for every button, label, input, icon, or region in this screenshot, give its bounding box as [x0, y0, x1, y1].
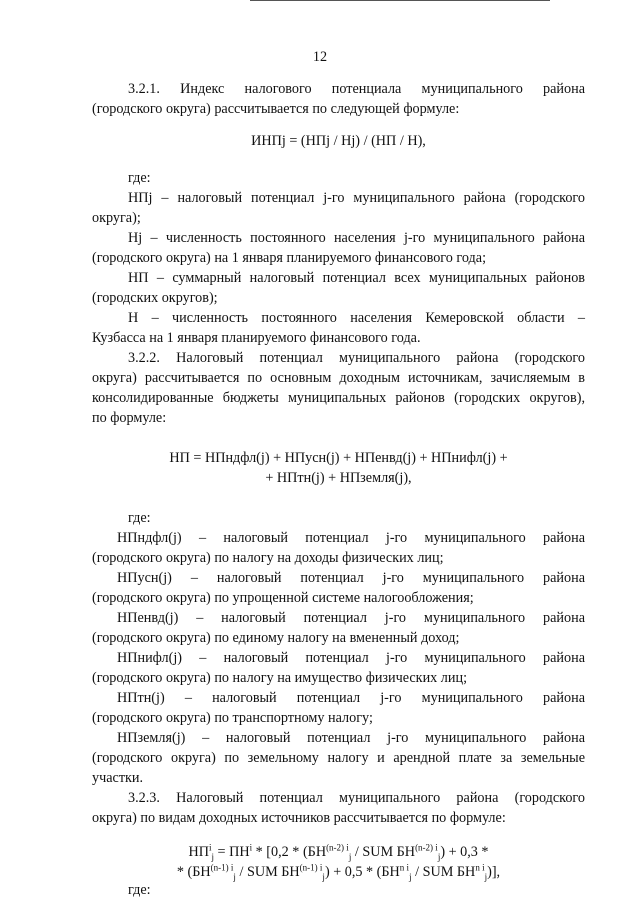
def-envd-line-2: (городского округа) по единому налогу на вмененный доход;: [92, 630, 460, 646]
formula-np-line-1: НП = НПндфл(j) + НПусн(j) + НПенвд(j) + НПнифл(j) +: [169, 450, 508, 466]
def-npj-line-1: НПj – налоговый потенциал j-го муниципального района (городского: [128, 190, 585, 206]
top-rule: [250, 0, 550, 1]
def-hj-line-1: Нj – численность постоянного населения j-го муниципального района: [128, 230, 585, 246]
def-np-line-1: НП – суммарный налоговый потенциал всех муниципальных районов: [128, 270, 585, 286]
formula3-l1-d: / SUM БН: [351, 844, 416, 860]
def-np-line-2: (городских округов);: [92, 290, 218, 306]
formula3-l1-c-sub: j: [348, 851, 352, 862]
formula-inp: ИНПj = (НПj / Hj) / (НП / Н),: [251, 133, 426, 149]
formula3-l1-d-sup: (n-2) i: [415, 842, 438, 853]
def-npj-line-2: округа);: [92, 210, 141, 226]
def-envd-line-1: НПенвд(j) – налоговый потенциал j-го муниципального района: [117, 610, 585, 626]
formula3-l2-a: * (БН: [176, 864, 211, 880]
formula3-l1-b-sup: i: [249, 842, 253, 853]
formula-np-ij-line-1: [92, 842, 585, 862]
def-tn-line-1: НПтн(j) – налоговый потенциал j-го муниципального района: [117, 690, 585, 706]
def-hj-line-2: (городского округа) на 1 января планируемого финансового года;: [92, 250, 487, 266]
page-number: 12: [312, 49, 328, 65]
section-3-2-2-line-2: округа) рассчитывается по основным доходным источникам, зачисляемым в: [92, 370, 585, 386]
section-3-2-2-line-1: 3.2.2. Налоговый потенциал муниципального района (городского: [128, 350, 585, 366]
formula3-l2-e: )],: [487, 864, 501, 880]
section-3-2-1-line-1: 3.2.1. Индекс налогового потенциала муниципального района: [128, 81, 585, 97]
def-ndfl-line-1: НПндфл(j) – налоговый потенциал j-го муниципального района: [117, 530, 585, 546]
formula3-l2-d-sup: n i: [475, 862, 485, 873]
formula-np-line-2: + НПтн(j) + НПземля(j),: [265, 470, 412, 486]
formula3-l1-a: НП: [188, 844, 209, 860]
formula3-l2-c-sup: n i: [399, 862, 410, 873]
def-ndfl-line-2: (городского округа) по налогу на доходы физических лиц;: [92, 550, 444, 566]
formula3-l2-b-sub: j: [322, 871, 325, 882]
formula3-l2-c-sub: j: [409, 871, 412, 882]
def-nifl-line-1: НПнифл(j) – налоговый потенциал j-го муниципального района: [117, 650, 585, 666]
def-tn-line-2: (городского округа) по транспортному налогу;: [92, 710, 373, 726]
formula3-l2-c: ) + 0,5 * (БН: [324, 864, 400, 880]
section-3-2-3-line-1: 3.2.3. Налоговый потенциал муниципального района (городского: [128, 790, 585, 806]
where-label-3: где:: [128, 882, 151, 898]
formula3-l2-b: / SUM БН: [235, 864, 300, 880]
formula3-l2-a-sup: (n-1) i: [210, 862, 234, 873]
def-h-line-2: Кузбасса на 1 января планируемого финансового года.: [92, 330, 421, 346]
section-3-2-3-line-2: округа) по видам доходных источников рассчитывается по формуле:: [92, 810, 506, 826]
formula3-l2-d-sub: j: [484, 871, 488, 882]
formula3-l1-c: * [0,2 * (БН: [252, 844, 327, 860]
formula3-l1-d-sub: j: [437, 851, 441, 862]
where-label-2: где:: [128, 510, 151, 526]
def-usn-line-2: (городского округа) по упрощенной системе налогообложения;: [92, 590, 474, 606]
formula3-l1-b: = ПН: [214, 844, 250, 860]
formula3-l1-e: ) + 0,3 *: [440, 844, 489, 860]
formula3-l1-a-sub: j: [211, 851, 214, 862]
section-3-2-1-line-2: (городского округа) рассчитывается по следующей формуле:: [92, 101, 460, 117]
where-label-1: где:: [128, 170, 151, 186]
formula3-l2-b-sup: (n-1) i: [299, 862, 323, 873]
def-zemlya-line-3: участки.: [92, 770, 144, 786]
def-h-line-1: Н – численность постоянного населения Кемеровской области –: [128, 310, 585, 326]
section-3-2-2-line-3: консолидированные бюджеты муниципальных районов (городских округов),: [92, 390, 585, 406]
def-zemlya-line-1: НПземля(j) – налоговый потенциал j-го муниципального района: [117, 730, 585, 746]
formula3-l1-c-sup: (n-2) i: [326, 842, 349, 853]
formula-np-ij-line-2: [92, 862, 585, 882]
def-nifl-line-2: (городского округа) по налогу на имущество физических лиц;: [92, 670, 468, 686]
def-zemlya-line-2: (городского округа) по земельному налогу и арендной плате за земельные: [92, 750, 585, 766]
def-usn-line-1: НПусн(j) – налоговый потенциал j-го муниципального района: [117, 570, 585, 586]
formula3-l2-d: / SUM БН: [411, 864, 476, 880]
formula3-l2-a-sub: j: [233, 871, 236, 882]
section-3-2-2-line-4: по формуле:: [92, 410, 167, 426]
formula3-l1-a-sup: i: [208, 842, 212, 853]
